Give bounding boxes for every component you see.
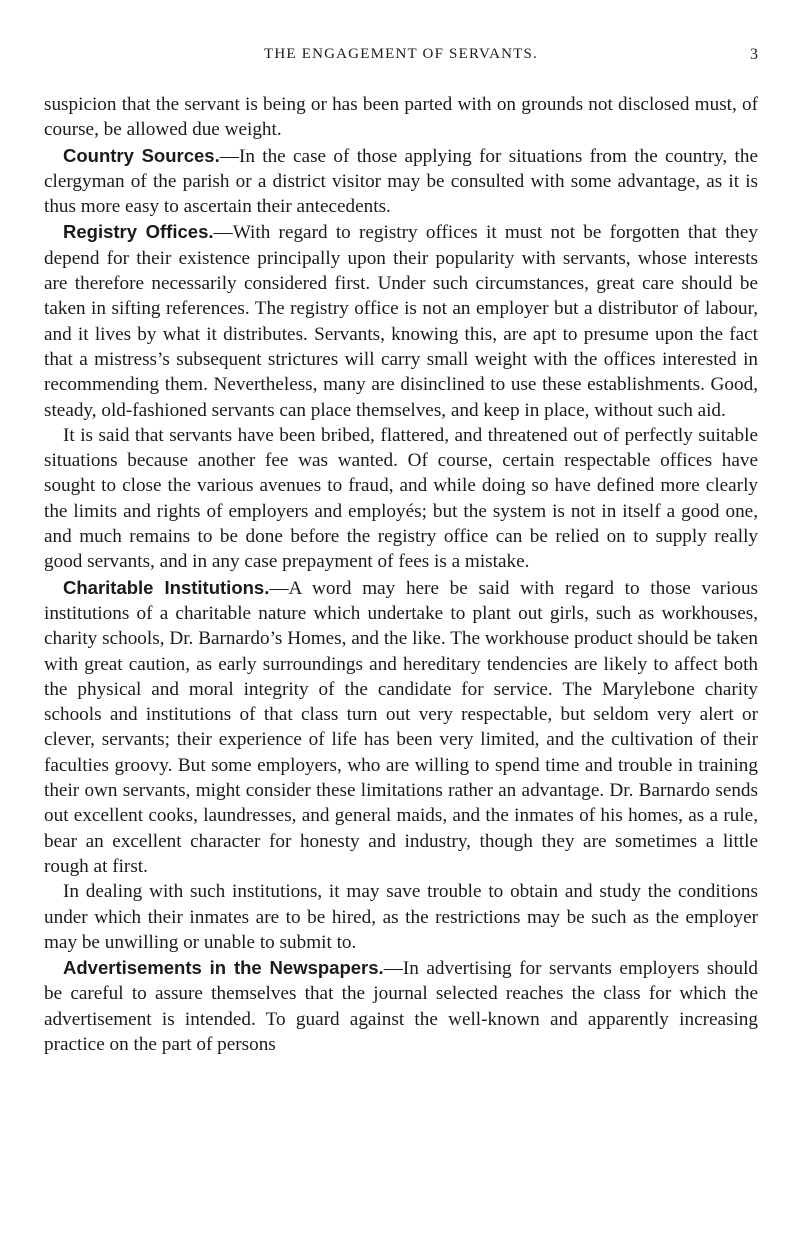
- paragraph-dealing-with-institutions: [44, 879, 758, 955]
- paragraph-text: —In advertising for servants employers should be careful to assure themselves that the journal selected reaches the class for which the advertisement is intended. To guard against the well-known and apparently increasing practice on the part of persons: [44, 958, 758, 1055]
- section-heading-advertisements: Advertisements in the Newspapers.: [63, 957, 384, 979]
- paragraph-text: —A word may here be said with regard to those various institutions of a charitable nature which undertake to plant out girls, such as workhouses, charity schools, Dr. Barnardo’s Homes, and the like. The workhouse product should be taken with great caution, as early surroundings and hereditary tendencies are likely to affect both the physical and moral integrity of the candidate for service. The Marylebone charity schools and institutions of that class turn out very respectable, but seldom very alert or clever, servants; their experience of life has been very limited, and the cultivation of their faculties groovy. But some employers, who are willing to spend time and trouble in training their own servants, might consider these limitations rather an advantage. Dr. Barnardo sends out excellent cooks, laundresses, and general maids, and the inmates of his homes, as a rule, bear an excellent character for honesty and industry, though they are sometimes a little rough at first.: [44, 577, 759, 877]
- section-heading-registry-offices: Registry Offices.: [63, 221, 214, 243]
- section-heading-charitable-institutions: Charitable Institutions.: [63, 576, 270, 598]
- paragraph-text: It is said that servants have been bribed, flattered, and threatened out of perfectly suitable situations because another fee was wanted. Of course, certain respectable offices have sought to close the various avenues to fraud, and while doing so have defined more clearly the limits and rights of employers and employés; but the system is not in itself a good one, and much remains to be done before the registry office can be relied on to supply really good servants, and in any case prepayment of fees is a mistake.: [44, 424, 758, 573]
- paragraph-advertisements: [44, 955, 758, 1057]
- paragraph-charitable-institutions: [44, 575, 758, 880]
- paragraph-bribery: [44, 423, 758, 575]
- text-body: [44, 92, 758, 1057]
- paragraph-registry-offices: [44, 219, 758, 422]
- running-title: THE ENGAGEMENT OF SERVANTS.: [264, 46, 538, 62]
- section-heading-country-sources: Country Sources.: [63, 144, 220, 166]
- paragraph-text: In dealing with such institutions, it may save trouble to obtain and study the conditions under which their inmates are to be hired, as the restrictions may be such as the employer may be unwilling or unable to submit to.: [44, 881, 758, 953]
- running-head: [44, 46, 758, 68]
- page-number: 3: [750, 46, 758, 63]
- paragraph-country-sources: [44, 143, 758, 220]
- paragraph-text: suspicion that the servant is being or has been parted with on grounds not disclosed must, of course, be allowed due weight.: [44, 94, 758, 141]
- paragraph-text: —In the case of those applying for situations from the country, the clergyman of the parish or a district visitor may be consulted with some advantage, as it is thus more easy to ascertain their antecedents.: [44, 145, 759, 218]
- paragraph-text: —With regard to registry offices it must not be forgotten that they depend for their existence principally upon their popularity with servants, whose interests are therefore necessarily considered first. Under such circumstances, great care should be taken in sifting references. The registry office is not an employer but a distributor of labour, and it lives by what it distributes. Servants, knowing this, are apt to presume upon the fact that a mistress’s subsequent strictures will carry small weight with the offices interested in recommending them. Nevertheless, many are disinclined to use these establishments. Good, steady, old-fashioned servants can place themselves, and keep in place, without such aid.: [44, 222, 758, 421]
- paragraph-continuation: [44, 92, 758, 143]
